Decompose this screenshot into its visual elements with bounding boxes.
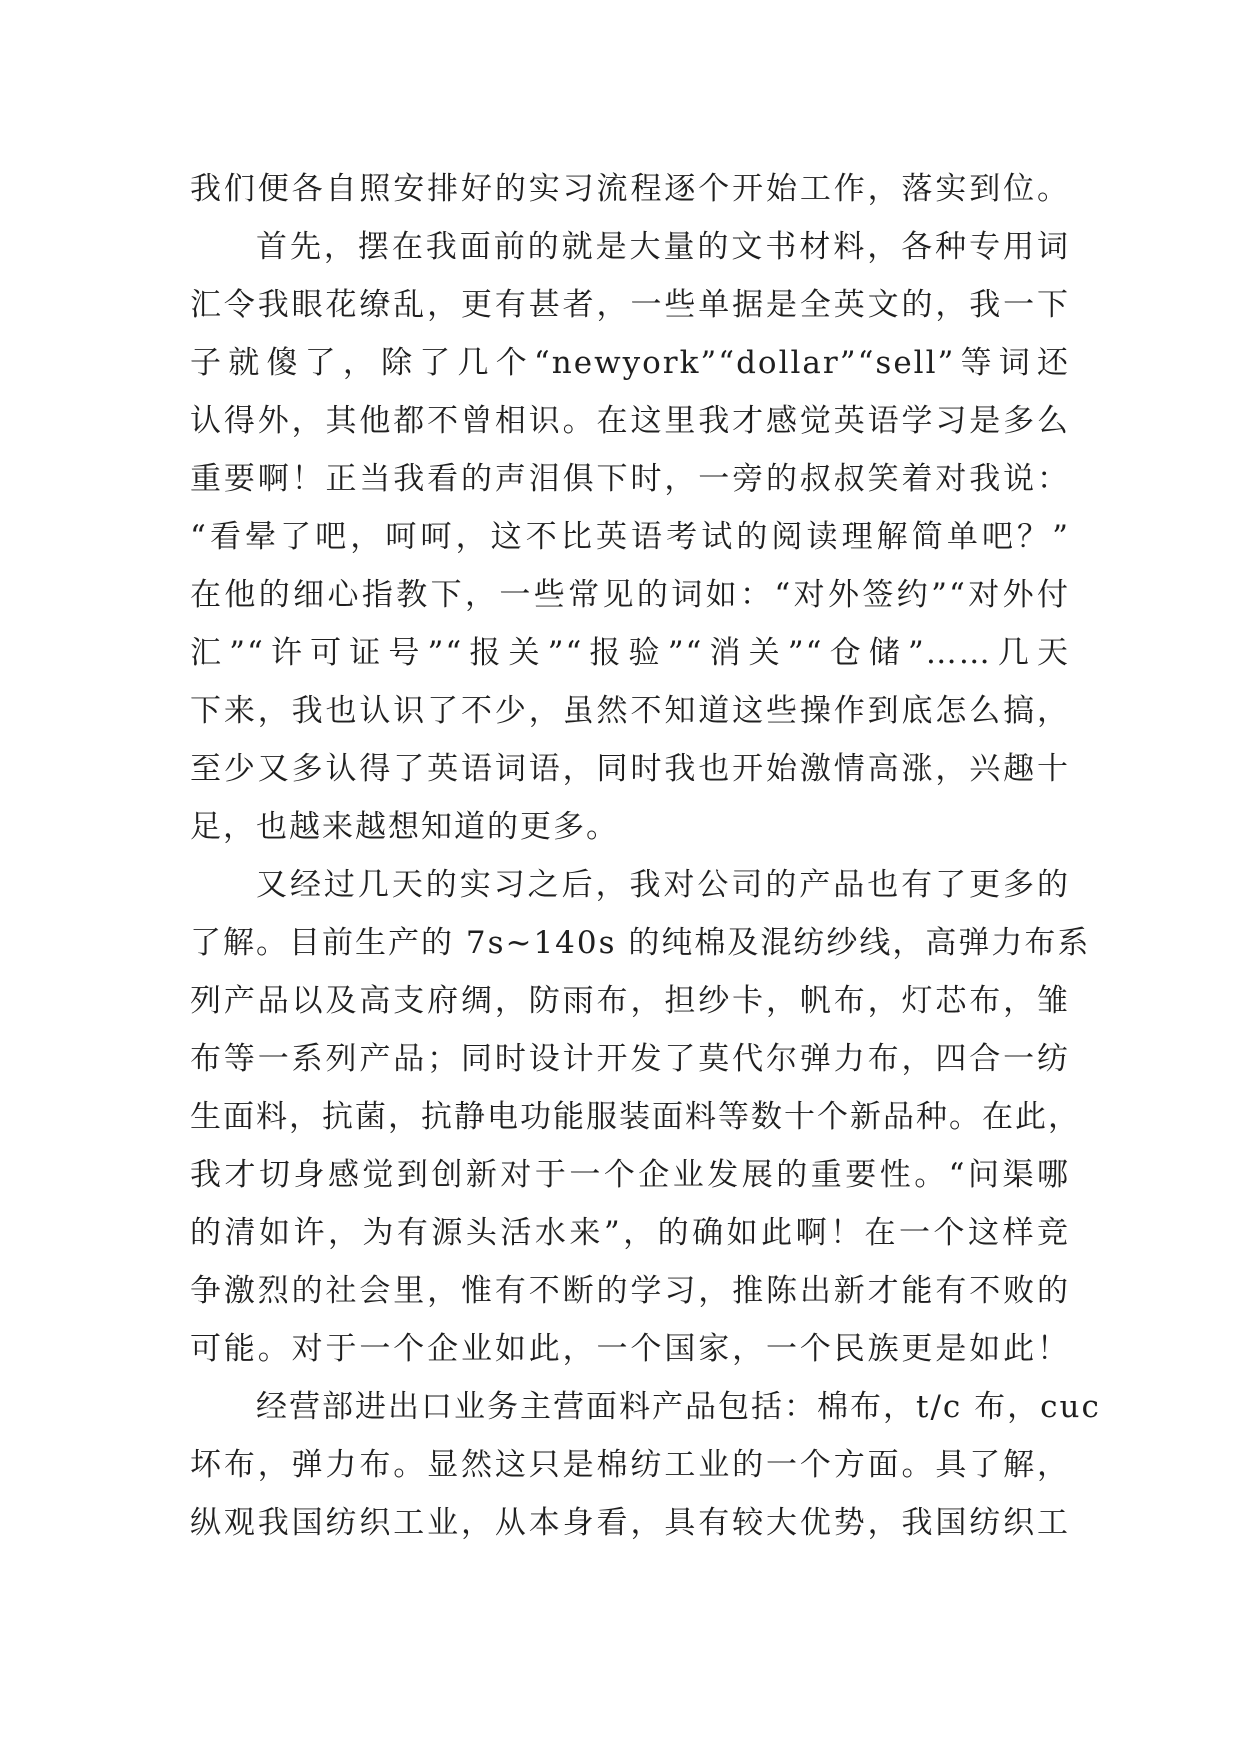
text-line: 生面料，抗菌，抗静电功能服装面料等数十个新品种。在此， [190,1099,1081,1135]
text-line: 子就傻了，除了几个“newyork”“dollar”“sell”等词还 [190,345,1070,381]
text-line: 的清如许，为有源头活水来”，的确如此啊！在一个这样竞 [190,1215,1070,1251]
text-line: 重要啊！正当我看的声泪俱下时，一旁的叔叔笑着对我说： [190,461,1070,497]
text-line: 坏布，弹力布。显然这只是棉纺工业的一个方面。具了解， [190,1447,1070,1483]
text-line: 布等一系列产品；同时设计开发了莫代尔弹力布，四合一纺 [190,1041,1070,1077]
text-line: 列产品以及高支府绸，防雨布，担纱卡，帆布，灯芯布，雏 [190,983,1070,1019]
paragraph-first-line: 首先，摆在我面前的就是大量的文书材料，各种专用词 [256,229,1070,265]
text-line: 在他的细心指教下，一些常见的词如：“对外签约”“对外付 [190,577,1070,613]
text-line: 汇”“许可证号”“报关”“报验”“消关”“仓储”……几天 [190,635,1070,671]
text-line: 我们便各自照安排好的实习流程逐个开始工作，落实到位。 [190,171,1070,207]
text-line: “看晕了吧，呵呵，这不比英语考试的阅读理解简单吧？” [190,519,1070,555]
text-line: 我才切身感觉到创新对于一个企业发展的重要性。“问渠哪 [190,1157,1070,1193]
text-line: 汇令我眼花缭乱，更有甚者，一些单据是全英文的，我一下 [190,287,1070,323]
paragraph-last-line: 可能。对于一个企业如此，一个国家，一个民族更是如此！ [190,1331,1070,1367]
text-line: 认得外，其他都不曾相识。在这里我才感觉英语学习是多么 [190,403,1070,439]
text-line: 争激烈的社会里，惟有不断的学习，推陈出新才能有不败的 [190,1273,1070,1309]
paragraph-first-line: 经营部进出口业务主营面料产品包括：棉布，t/c 布，cuc [256,1389,1101,1425]
paragraph-last-line: 足，也越来越想知道的更多。 [190,809,619,845]
document-body [190,160,1101,1552]
text-line: 了解。目前生产的 7s~140s 的纯棉及混纺纱线，高弹力布系 [190,925,1091,961]
text-line: 至少又多认得了英语词语，同时我也开始激情高涨，兴趣十 [190,751,1070,787]
text-line: 下来，我也认识了不少，虽然不知道这些操作到底怎么搞， [190,693,1070,729]
paragraph-first-line: 又经过几天的实习之后，我对公司的产品也有了更多的 [256,867,1070,903]
text-line: 纵观我国纺织工业，从本身看，具有较大优势，我国纺织工 [190,1505,1070,1541]
